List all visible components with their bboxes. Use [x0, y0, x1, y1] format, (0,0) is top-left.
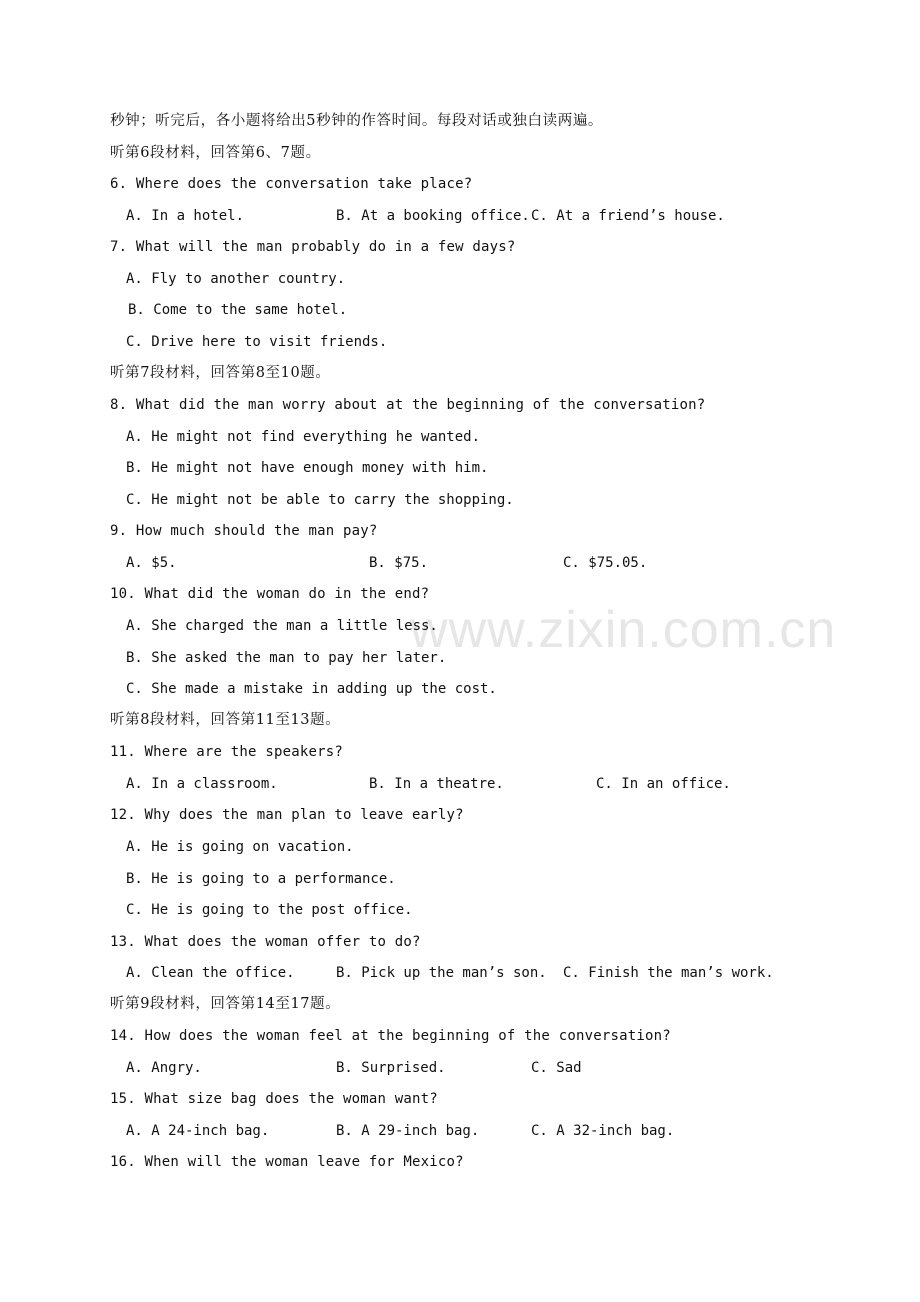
option-b: B. Come to the same hotel.: [128, 302, 348, 318]
instructions-text: 秒钟；听完后，各小题将给出5秒钟的作答时间。每段对话或独白读两遍。: [110, 113, 604, 129]
question-stem: 12. Why does the man plan to leave early?: [110, 807, 464, 823]
option-c: C. Sad: [531, 1060, 582, 1076]
option-c: C. In an office.: [596, 776, 731, 792]
question-stem: 11. Where are the speakers?: [110, 744, 343, 760]
option-b: B. A 29-inch bag.: [336, 1123, 480, 1139]
option-b: B. Surprised.: [336, 1060, 446, 1076]
option-c: C. He is going to the post office.: [126, 902, 413, 918]
option-a: A. He might not find everything he wanted.: [126, 429, 481, 445]
question-stem: 10. What did the woman do in the end?: [110, 586, 430, 602]
option-a: A. She charged the man a little less.: [126, 618, 438, 634]
option-c: C. She made a mistake in adding up the cost.: [126, 681, 497, 697]
question-stem: 8. What did the man worry about at the beginning of the conversation?: [110, 397, 706, 413]
option-c: C. He might not be able to carry the shopping.: [126, 492, 514, 508]
question-stem: 7. What will the man probably do in a few days?: [110, 239, 516, 255]
option-a: A. Fly to another country.: [126, 271, 346, 287]
section-heading: 听第9段材料，回答第14至17题。: [110, 996, 341, 1012]
question-stem: 9. How much should the man pay?: [110, 523, 378, 539]
option-c: C. A 32-inch bag.: [531, 1123, 675, 1139]
option-c: C. At a friend’s house.: [531, 208, 725, 224]
question-stem: 16. When will the woman leave for Mexico?: [110, 1154, 464, 1170]
option-a: A. He is going on vacation.: [126, 839, 354, 855]
option-b: B. At a booking office.: [336, 208, 530, 224]
option-b: B. He is going to a performance.: [126, 871, 396, 887]
section-heading: 听第7段材料，回答第8至10题。: [110, 365, 331, 381]
section-heading: 听第8段材料，回答第11至13题。: [110, 712, 341, 728]
option-a: A. A 24-inch bag.: [126, 1123, 270, 1139]
option-c: C. $75.05.: [563, 555, 648, 571]
option-a: A. $5.: [126, 555, 177, 571]
question-stem: 14. How does the woman feel at the beginning of the conversation?: [110, 1028, 671, 1044]
option-a: A. In a hotel.: [126, 208, 245, 224]
question-stem: 15. What size bag does the woman want?: [110, 1091, 438, 1107]
option-b: B. $75.: [369, 555, 429, 571]
question-stem: 6. Where does the conversation take place?: [110, 176, 473, 192]
option-b: B. In a theatre.: [369, 776, 504, 792]
question-stem: 13. What does the woman offer to do?: [110, 934, 421, 950]
option-a: A. Angry.: [126, 1060, 202, 1076]
section-heading: 听第6段材料，回答第6、7题。: [110, 145, 321, 161]
option-c: C. Finish the man’s work.: [563, 965, 774, 981]
option-b: B. He might not have enough money with him.: [126, 460, 489, 476]
option-a: A. In a classroom.: [126, 776, 278, 792]
watermark: www.zixin.com.cn: [410, 601, 837, 659]
option-b: B. Pick up the man’s son.: [336, 965, 547, 981]
option-b: B. She asked the man to pay her later.: [126, 650, 447, 666]
option-c: C. Drive here to visit friends.: [126, 334, 388, 350]
option-a: A. Clean the office.: [126, 965, 295, 981]
